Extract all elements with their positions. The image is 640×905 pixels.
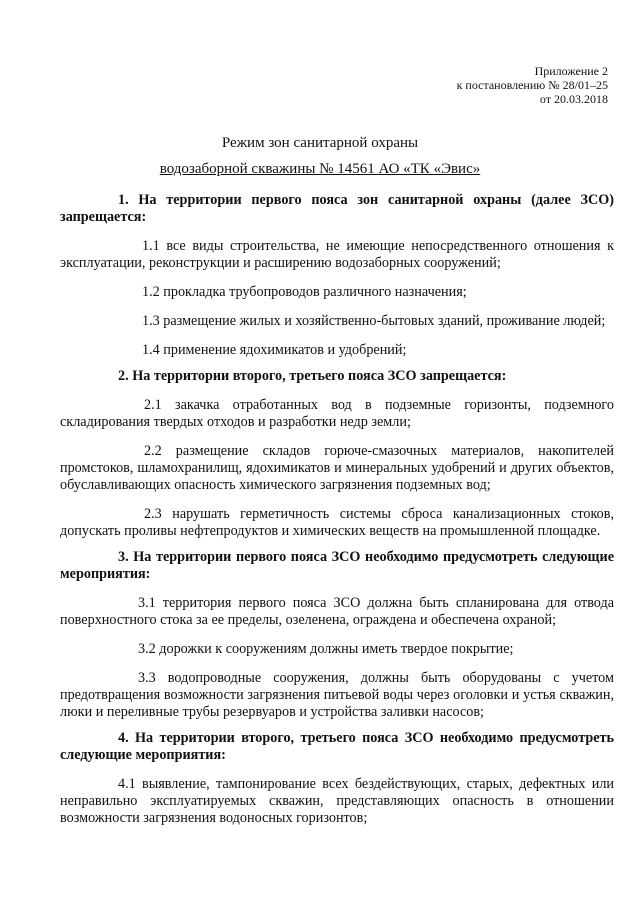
document-subtitle <box>0 160 640 178</box>
item-1-2: 1.2 прокладка трубопроводов различного назначения; <box>142 284 467 300</box>
item-2-2: 2.2 размещение складов горюче-смазочных материалов, накопителей промстоков, шламохранилищ, ядохимикатов и минеральных удобрений и других объектов, обуславливающих опасность химического загрязнения подземных вод; <box>60 443 614 493</box>
appendix-date: от 20.03.2018 <box>539 92 608 106</box>
item-3-3: 3.3 водопроводные сооружения, должны быть оборудованы с учетом предотвращения возможности загрязнения питьевой воды через оголовки и устья скважин, люки и переливные трубы резервуаров и устройства заливки насосов; <box>60 670 614 720</box>
appendix-resolution: к постановлению № 28/01–25 <box>456 78 608 92</box>
section-4-heading: 4. На территории второго, третьего пояса ЗСО необходимо предусмотреть следующие мероприятия: <box>60 730 614 763</box>
document-body <box>60 183 614 827</box>
document-title: Режим зон санитарной охраны <box>221 135 419 151</box>
appendix-number: Приложение 2 <box>534 64 608 78</box>
item-4-1: 4.1 выявление, тампонирование всех бездействующих, старых, дефектных или неправильно эксплуатируемых скважин, представляющих опасность в отношении возможности загрязнения водоносных горизонтов; <box>60 776 614 826</box>
item-1-1: 1.1 все виды строительства, не имеющие непосредственного отношения к эксплуатации, реконструкции и расширению водозаборных сооружений; <box>60 238 614 271</box>
appendix-header <box>457 64 608 106</box>
section-2-heading: 2. На территории второго, третьего пояса ЗСО запрещается: <box>118 368 507 384</box>
item-3-1: 3.1 территория первого пояса ЗСО должна быть спланирована для отвода поверхностного стока за ее пределы, озеленена, ограждена и обеспечена охраной; <box>60 595 614 628</box>
section-1-heading: 1. На территории первого пояса зон санитарной охраны (далее ЗСО) запрещается: <box>60 192 614 225</box>
item-1-4: 1.4 применение ядохимикатов и удобрений; <box>142 342 407 358</box>
item-1-3: 1.3 размещение жилых и хозяйственно-бытовых зданий, проживание людей; <box>142 313 606 329</box>
item-2-1: 2.1 закачка отработанных вод в подземные горизонты, подземного складирования твердых отходов и разработки недр земли; <box>60 397 614 430</box>
section-3-heading: 3. На территории первого пояса ЗСО необходимо предусмотреть следующие мероприятия: <box>60 549 614 582</box>
document-subtitle-text: водозаборной скважины № 14561 АО «ТК «Эвис» <box>159 161 481 177</box>
item-2-3: 2.3 нарушать герметичность системы сброса канализационных стоков, допускать проливы нефтепродуктов и химических веществ на промышленной площадке. <box>60 506 614 539</box>
item-3-2: 3.2 дорожки к сооружениям должны иметь твердое покрытие; <box>138 641 514 657</box>
